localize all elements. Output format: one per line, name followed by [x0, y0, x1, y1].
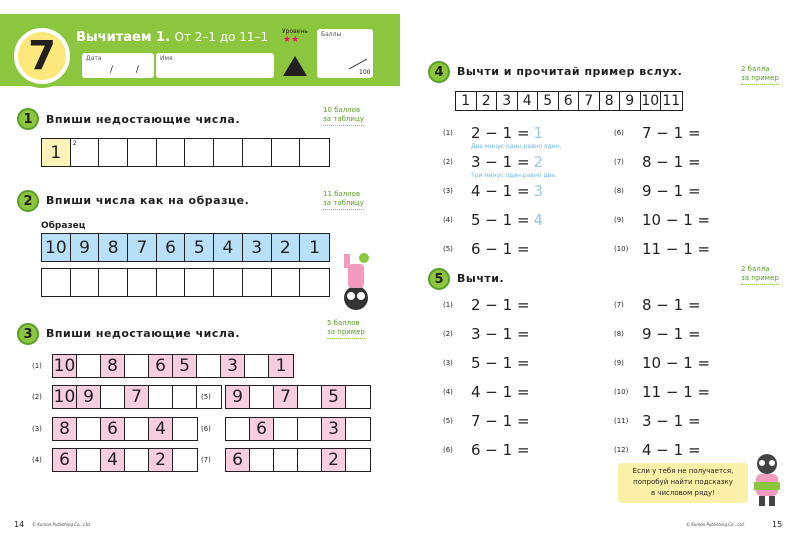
question-number: (6): [614, 129, 624, 137]
sample-cell: 1: [300, 234, 329, 261]
question-number: (10): [614, 388, 629, 396]
number-sequence-row: [52, 354, 294, 378]
sequence-cell: 3: [322, 418, 346, 440]
number-sequence-row: [225, 448, 371, 472]
sequence-cell[interactable]: [274, 449, 298, 471]
equation: 4 − 1 = 3: [471, 182, 544, 200]
numberline-cell: 3: [497, 92, 518, 110]
sequence-cell[interactable]: [226, 418, 250, 440]
section-1-title: Впиши недостающие числа.: [46, 113, 241, 126]
numberline-cell: 2: [477, 92, 498, 110]
equation: 9 − 1 =: [642, 182, 701, 200]
sample-cell: 2: [272, 234, 301, 261]
equation[interactable]: 4 − 1 =: [642, 441, 701, 459]
lesson-title: Вычитаем 1. От 2–1 до 11–1: [76, 30, 269, 45]
answer-cell[interactable]: [71, 139, 100, 166]
hint-box: Если у тебя не получается, попробуй найти подсказку в числовом ряду!: [618, 463, 748, 503]
section-4-points: 2 балла за пример: [741, 65, 779, 85]
number-sequence-row: [52, 385, 222, 409]
level-stars: ★★: [283, 35, 300, 45]
sequence-cell[interactable]: [77, 449, 101, 471]
numberline-cell: 5: [538, 92, 559, 110]
section-5-points: 2 балла за пример: [741, 265, 779, 285]
answer-cell[interactable]: [300, 269, 329, 296]
section-2-number: 2: [17, 190, 39, 212]
answer-cell[interactable]: [243, 139, 272, 166]
answer-field[interactable]: 4: [533, 211, 544, 229]
section-4-title: Вычти и прочитай пример вслух.: [457, 65, 683, 78]
sequence-cell: 1: [269, 355, 293, 377]
equation: 7 − 1 =: [642, 124, 701, 142]
level-triangle-icon: [282, 55, 308, 77]
sequence-cell[interactable]: [197, 355, 221, 377]
section-2-title: Впиши числа как на образце.: [46, 194, 250, 207]
question-number: (3): [443, 359, 453, 367]
section-4-number: 4: [428, 61, 450, 83]
answer-cell[interactable]: [71, 269, 100, 296]
sequence-cell: 9: [226, 386, 250, 408]
answer-field[interactable]: 2: [533, 153, 544, 171]
numberline-cell: 10: [641, 93, 660, 109]
answer-cell[interactable]: [128, 269, 157, 296]
equation[interactable]: 4 − 1 =: [471, 383, 530, 401]
sequence-cell[interactable]: [274, 418, 298, 440]
answer-cell[interactable]: [272, 269, 301, 296]
question-label: (6): [201, 425, 211, 433]
question-number: (8): [614, 330, 624, 338]
sequence-cell: 10: [53, 387, 76, 407]
numberline-cell: 1: [456, 92, 477, 110]
question-number: (9): [614, 216, 624, 224]
sequence-cell: 4: [149, 418, 173, 440]
sequence-cell: 8: [53, 418, 77, 440]
sequence-cell: 4: [101, 449, 125, 471]
number-sequence-row: [225, 385, 371, 409]
copyright-right: © Kumon Publishing Co., Ltd.: [686, 522, 745, 527]
sequence-cell[interactable]: [101, 386, 125, 408]
answer-cell[interactable]: [42, 269, 71, 296]
number-sequence-row: [52, 448, 198, 472]
sequence-cell: 3: [221, 355, 245, 377]
question-number: (9): [614, 359, 624, 367]
sequence-cell[interactable]: [173, 418, 197, 440]
sequence-cell[interactable]: [250, 386, 274, 408]
bear-mascot-icon: [338, 250, 374, 314]
sequence-cell: 6: [226, 449, 250, 471]
answer-cell[interactable]: [185, 269, 214, 296]
numberline-cell: 7: [579, 92, 600, 110]
equation: 6 − 1 =: [471, 240, 530, 258]
sample-cell: 3: [243, 234, 272, 261]
read-aloud-hint: Три минус один равно два.: [471, 172, 557, 179]
sequence-cell: 2: [149, 449, 173, 471]
page-number-right: 15: [772, 520, 783, 529]
numberline-cell: 11: [662, 93, 681, 109]
name-field[interactable]: Имя: [156, 53, 274, 78]
section-1-number: 1: [17, 108, 39, 130]
question-number: (11): [614, 417, 629, 425]
question-label: (7): [201, 456, 211, 464]
sequence-cell[interactable]: [149, 386, 173, 408]
lesson-number-badge: 7: [10, 24, 74, 88]
sequence-cell[interactable]: [173, 386, 197, 408]
equation[interactable]: 3 − 1 =: [642, 412, 701, 430]
answer-cell[interactable]: [300, 139, 329, 166]
sequence-cell: 6: [53, 449, 77, 471]
sequence-cell[interactable]: [298, 386, 322, 408]
answer-cell[interactable]: [185, 139, 214, 166]
question-number: (12): [614, 446, 629, 454]
sequence-cell[interactable]: [346, 418, 370, 440]
date-field[interactable]: Дата / /: [82, 53, 154, 78]
question-label: (5): [201, 393, 211, 401]
numberline-cell: 4: [518, 92, 539, 110]
sequence-cell[interactable]: [173, 449, 197, 471]
answer-cell[interactable]: [157, 139, 186, 166]
question-label: (2): [32, 393, 42, 401]
equation[interactable]: 7 − 1 =: [471, 412, 530, 430]
equation: 2 − 1 = 1: [471, 124, 544, 142]
sequence-cell: 8: [101, 355, 125, 377]
question-number: (2): [443, 158, 453, 166]
sequence-cell: 6: [101, 418, 125, 440]
page-number-left: 14: [14, 520, 25, 529]
question-number: (7): [614, 301, 624, 309]
hint-number: 2: [72, 140, 77, 147]
sequence-cell: 2: [322, 449, 346, 471]
answer-cell[interactable]: [128, 139, 157, 166]
sequence-cell[interactable]: [298, 449, 322, 471]
equation[interactable]: 5 − 1 =: [471, 354, 530, 372]
question-number: (8): [614, 187, 624, 195]
sample-cell: 10: [42, 234, 71, 261]
question-number: (5): [443, 417, 453, 425]
sequence-cell[interactable]: [298, 418, 322, 440]
question-number: (2): [443, 330, 453, 338]
sequence-cell: 5: [322, 386, 346, 408]
question-number: (1): [443, 129, 453, 137]
sequence-cell[interactable]: [250, 449, 274, 471]
question-number: (10): [614, 245, 629, 253]
sequence-cell[interactable]: [346, 386, 370, 408]
question-number: (4): [443, 388, 453, 396]
sequence-cell: 6: [250, 418, 274, 440]
answer-cell[interactable]: [214, 139, 243, 166]
answer-cell[interactable]: [157, 269, 186, 296]
sequence-cell: 7: [125, 386, 149, 408]
equation[interactable]: 3 − 1 =: [471, 325, 530, 343]
question-label: (3): [32, 425, 42, 433]
sequence-cell[interactable]: [125, 355, 149, 377]
section-5-number: 5: [428, 268, 450, 290]
equation: 10 − 1 =: [642, 211, 711, 229]
answer-row: [41, 268, 330, 297]
equation: 5 − 1 = 4: [471, 211, 544, 229]
sample-label: Образец: [41, 221, 86, 231]
sample-cell: 7: [128, 234, 157, 261]
equation: 8 − 1 =: [642, 153, 701, 171]
number-line: [455, 91, 683, 111]
sample-cell: 6: [157, 234, 186, 261]
answer-cell[interactable]: [243, 269, 272, 296]
section-3-number: 3: [17, 323, 39, 345]
answer-cell[interactable]: [99, 139, 128, 166]
section-1-points: 10 баллов за таблицу: [323, 106, 364, 126]
sequence-cell[interactable]: [245, 355, 269, 377]
read-aloud-hint: Два минус один равно один.: [471, 143, 562, 150]
question-number: (1): [443, 301, 453, 309]
numberline-cell: 6: [559, 92, 580, 110]
number-sequence-row: [225, 417, 371, 441]
sequence-cell: 6: [149, 355, 173, 377]
section-1-table: [41, 138, 330, 167]
question-number: (3): [443, 187, 453, 195]
answer-field[interactable]: 1: [533, 124, 544, 142]
question-number: (7): [614, 158, 624, 166]
equation[interactable]: 10 − 1 =: [642, 354, 711, 372]
equation: 3 − 1 = 2: [471, 153, 544, 171]
sequence-cell: 5: [173, 355, 197, 377]
question-number: (6): [443, 446, 453, 454]
answer-field[interactable]: 3: [533, 182, 544, 200]
answer-cell[interactable]: [272, 139, 301, 166]
numberline-cell: 8: [600, 92, 621, 110]
section-3-points: 5 баллов за пример: [327, 319, 365, 339]
answer-cell: 1: [42, 139, 71, 166]
sample-cell: 8: [99, 234, 128, 261]
equation[interactable]: 2 − 1 =: [471, 296, 530, 314]
question-label: (4): [32, 456, 42, 464]
sample-cell: 4: [214, 234, 243, 261]
level-label: Уровень: [282, 28, 308, 35]
bear-reading-icon: [750, 452, 784, 508]
answer-cell[interactable]: [99, 269, 128, 296]
copyright-left: © Kumon Publishing Co., Ltd.: [32, 522, 91, 527]
sequence-cell[interactable]: [77, 355, 101, 377]
numberline-cell: 9: [620, 92, 641, 110]
sample-row: [41, 233, 330, 262]
sequence-cell: 9: [77, 386, 101, 408]
question-label: (1): [32, 362, 42, 370]
equation[interactable]: 9 − 1 =: [642, 325, 701, 343]
number-sequence-row: [52, 417, 198, 441]
sequence-cell[interactable]: [77, 418, 101, 440]
equation[interactable]: 8 − 1 =: [642, 296, 701, 314]
score-box[interactable]: Баллы 100: [317, 29, 373, 78]
sample-cell: 5: [185, 234, 214, 261]
section-2-points: 11 баллов за таблицу: [323, 190, 364, 210]
answer-cell[interactable]: [214, 269, 243, 296]
question-number: (5): [443, 245, 453, 253]
sequence-cell[interactable]: [346, 449, 370, 471]
sequence-cell[interactable]: [125, 449, 149, 471]
sequence-cell[interactable]: [125, 418, 149, 440]
equation: 11 − 1 =: [642, 240, 711, 258]
sequence-cell: 10: [53, 356, 76, 376]
sample-cell: 9: [71, 234, 100, 261]
question-number: (4): [443, 216, 453, 224]
section-3-title: Впиши недостающие числа.: [46, 327, 241, 340]
section-5-title: Вычти.: [457, 272, 505, 285]
sequence-cell: 7: [274, 386, 298, 408]
equation[interactable]: 11 − 1 =: [642, 383, 711, 401]
equation[interactable]: 6 − 1 =: [471, 441, 530, 459]
